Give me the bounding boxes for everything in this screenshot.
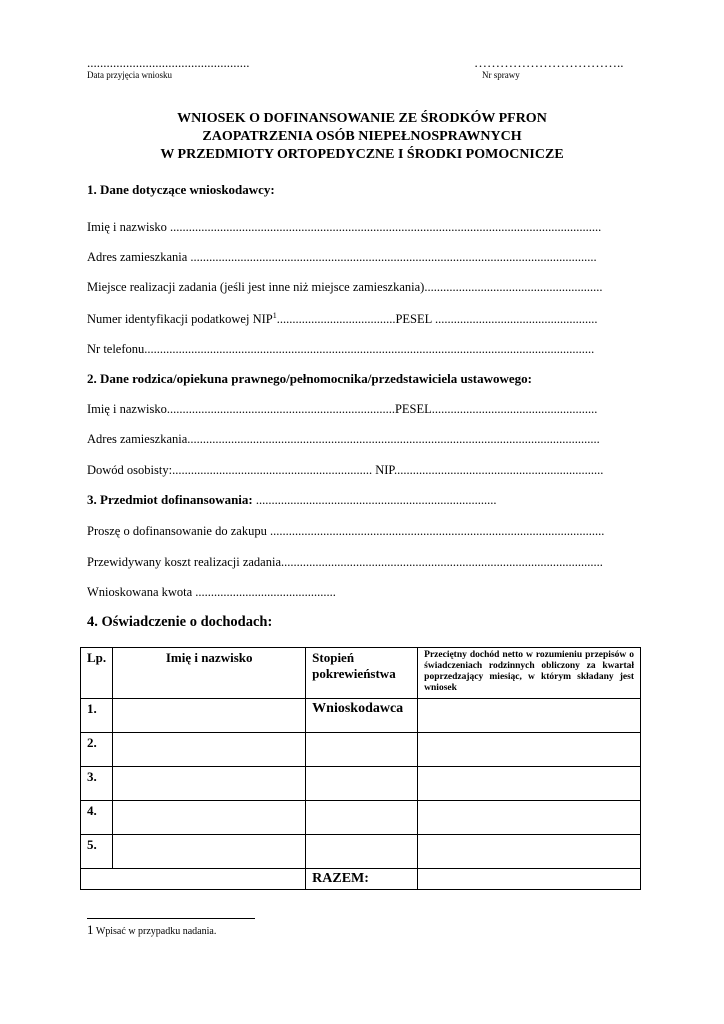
- row-lp: 3.: [81, 767, 113, 801]
- case-number-dots: ……………………………..: [474, 55, 624, 70]
- date-received-label: Data przyjęcia wniosku: [87, 70, 172, 80]
- row-income-cell[interactable]: [418, 801, 641, 835]
- row-degree-cell: Wnioskodawca: [306, 699, 418, 733]
- requested-amount-field[interactable]: Wnioskowana kwota .............................................: [87, 585, 336, 599]
- row-income-cell[interactable]: [418, 767, 641, 801]
- footnote: [87, 922, 216, 938]
- header-lp: Lp.: [81, 648, 113, 699]
- guardian-name-pesel-field[interactable]: Imię i nazwisko.........................................................................PESEL.....................................................: [87, 402, 598, 416]
- table-header-row: [81, 648, 641, 699]
- row-name-cell[interactable]: [113, 835, 306, 869]
- total-label: RAZEM:: [306, 869, 418, 890]
- total-empty-cell: [81, 869, 306, 890]
- income-table: [80, 647, 641, 890]
- row-lp: 4.: [81, 801, 113, 835]
- table-row: [81, 767, 641, 801]
- row-income-cell[interactable]: [418, 733, 641, 767]
- row-name-cell[interactable]: [113, 801, 306, 835]
- row-income-cell[interactable]: [418, 835, 641, 869]
- section-3-row: [87, 492, 497, 508]
- subject-dots[interactable]: .............................................................................: [252, 493, 497, 507]
- applicant-phone-field[interactable]: Nr telefonu................................................................................................................................................: [87, 342, 595, 356]
- nip-pesel-dots: ......................................PESEL ....................................................: [276, 312, 598, 327]
- table-row: [81, 835, 641, 869]
- row-name-cell[interactable]: [113, 767, 306, 801]
- row-degree-cell[interactable]: [306, 733, 418, 767]
- table-total-row: [81, 869, 641, 890]
- estimated-cost-field[interactable]: Przewidywany koszt realizacji zadania.......................................................................................................: [87, 555, 603, 569]
- header-degree: Stopień pokrewieństwa: [306, 648, 418, 699]
- footnote-ref: 1: [272, 311, 277, 320]
- applicant-nip-pesel-field[interactable]: [87, 311, 597, 327]
- nip-label: Numer identyfikacji podatkowej NIP: [87, 312, 273, 327]
- row-name-cell[interactable]: [113, 733, 306, 767]
- guardian-address-field[interactable]: Adres zamieszkania....................................................................................................................................: [87, 432, 600, 446]
- row-lp: 2.: [81, 733, 113, 767]
- guardian-id-nip-field[interactable]: Dowód osobisty:................................................................ NIP...................................................................: [87, 463, 604, 477]
- section-4-heading: 4. Oświadczenie o dochodach:: [87, 614, 273, 630]
- title-line-1: WNIOSEK O DOFINANSOWANIE ZE ŚRODKÓW PFRON: [177, 111, 547, 126]
- row-lp: 5.: [81, 835, 113, 869]
- row-degree-cell[interactable]: [306, 801, 418, 835]
- applicant-address-field[interactable]: Adres zamieszkania ..................................................................................................................................: [87, 250, 597, 264]
- case-number-label: Nr sprawy: [482, 70, 520, 80]
- footnote-number: 1: [87, 922, 94, 937]
- title-line-2: ZAOPATRZENIA OSÓB NIEPEŁNOSPRAWNYCH: [202, 129, 522, 144]
- total-income-cell[interactable]: [418, 869, 641, 890]
- title-line-3: W PRZEDMIOTY ORTOPEDYCZNE I ŚRODKI POMOCNICZE: [160, 147, 564, 162]
- date-received-dots: ..................................................: [87, 55, 250, 70]
- table-row: [81, 733, 641, 767]
- row-degree-cell[interactable]: [306, 835, 418, 869]
- row-lp: 1.: [81, 699, 113, 733]
- header-income: Przeciętny dochód netto w rozumieniu przepisów o świadczeniach rodzinnych obliczony za kwartał poprzedzający miesiąc, w którym składany jest wniosek: [418, 648, 641, 699]
- row-income-cell[interactable]: [418, 699, 641, 733]
- row-name-cell[interactable]: [113, 699, 306, 733]
- table-row: [81, 699, 641, 733]
- section-1-heading: 1. Dane dotyczące wnioskodawcy:: [87, 182, 275, 197]
- applicant-name-field[interactable]: Imię i nazwisko ..........................................................................................................................................: [87, 220, 602, 234]
- footnote-separator: [87, 918, 255, 919]
- row-degree-cell[interactable]: [306, 767, 418, 801]
- section-3-heading: 3. Przedmiot dofinansowania:: [87, 492, 253, 507]
- purchase-field[interactable]: Proszę o dofinansowanie do zakupu ...........................................................................................................: [87, 524, 605, 538]
- table-row: [81, 801, 641, 835]
- task-location-field[interactable]: Miejsce realizacji zadania (jeśli jest inne niż miejsce zamieszkania).........................................................: [87, 280, 603, 294]
- footnote-text: Wpisać w przypadku nadania.: [95, 926, 217, 937]
- section-2-heading: 2. Dane rodzica/opiekuna prawnego/pełnomocnika/przedstawiciela ustawowego:: [87, 371, 533, 386]
- header-name: Imię i nazwisko: [113, 648, 306, 699]
